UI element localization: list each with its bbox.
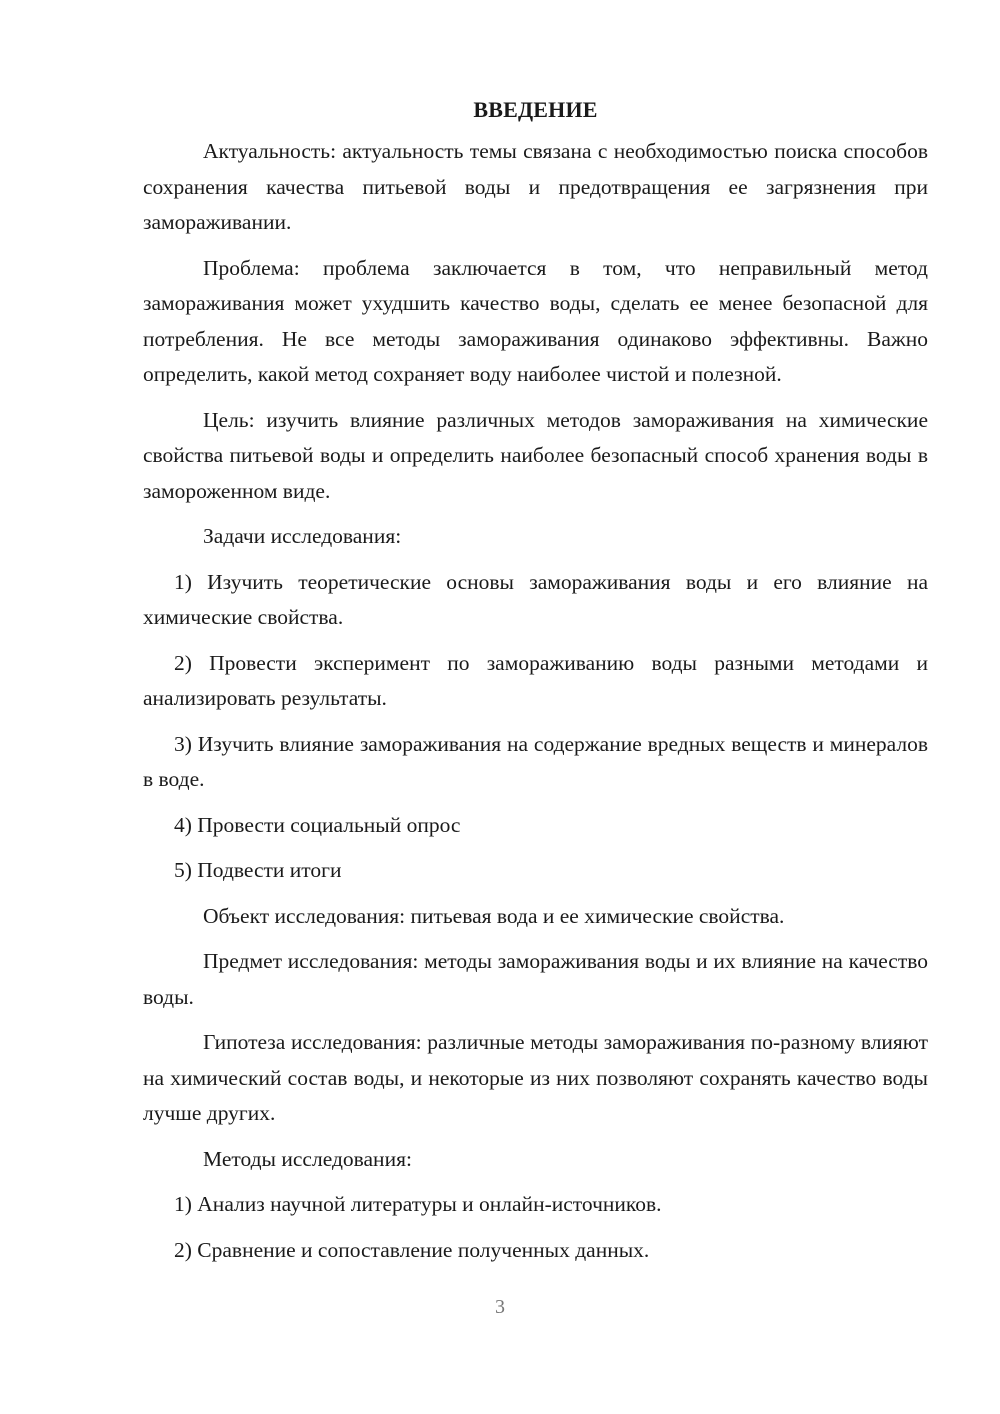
list-item-method-1: 1) Анализ научной литературы и онлайн-источников. <box>174 1192 662 1216</box>
paragraph-methods-heading: Методы исследования: <box>203 1146 412 1171</box>
paragraph-subject: Предмет исследования: методы замораживания воды и их влияние на качество воды. <box>143 949 928 1009</box>
document-title: ВВЕДЕНИЕ <box>473 97 598 122</box>
list-item-method-2: 2) Сравнение и сопоставление полученных данных. <box>174 1237 650 1262</box>
paragraph-relevance: Актуальность: актуальность темы связана с необходимостью поиска способов сохранения качества питьевой воды и предотвращения ее загрязнения при замораживании. <box>143 139 928 234</box>
page-number: 3 <box>495 1296 505 1318</box>
paragraph-tasks-heading: Задачи исследования: <box>203 524 402 548</box>
paragraph-object: Объект исследования: питьевая вода и ее химические свойства. <box>203 903 785 928</box>
paragraph-goal: Цель: изучить влияние различных методов замораживания на химические свойства питьевой воды и определить наиболее безопасный способ хранения воды в замороженном виде. <box>143 407 928 503</box>
paragraph-problem: Проблема: проблема заключается в том, что неправильный метод замораживания может ухудшить качество воды, сделать ее менее безопасной для потребления. Не все методы замораживания одинаково эффективны. Важно определить, какой метод сохраняет воду наиболее чистой и полезной. <box>143 255 928 386</box>
list-item-task-1: 1) Изучить теоретические основы замораживания воды и его влияние на химические свойства. <box>143 569 928 629</box>
list-item-task-5: 5) Подвести итоги <box>174 858 342 882</box>
paragraph-hypothesis: Гипотеза исследования: различные методы замораживания по-разному влияют на химический состав воды, и некоторые из них позволяют сохранять качество воды лучше других. <box>143 1030 928 1125</box>
list-item-task-2: 2) Провести эксперимент по замораживанию воды разными методами и анализировать результаты. <box>143 650 928 710</box>
list-item-task-4: 4) Провести социальный опрос <box>174 812 461 837</box>
document-page <box>143 92 928 1278</box>
list-item-task-3: 3) Изучить влияние замораживания на содержание вредных веществ и минералов в воде. <box>143 731 928 791</box>
